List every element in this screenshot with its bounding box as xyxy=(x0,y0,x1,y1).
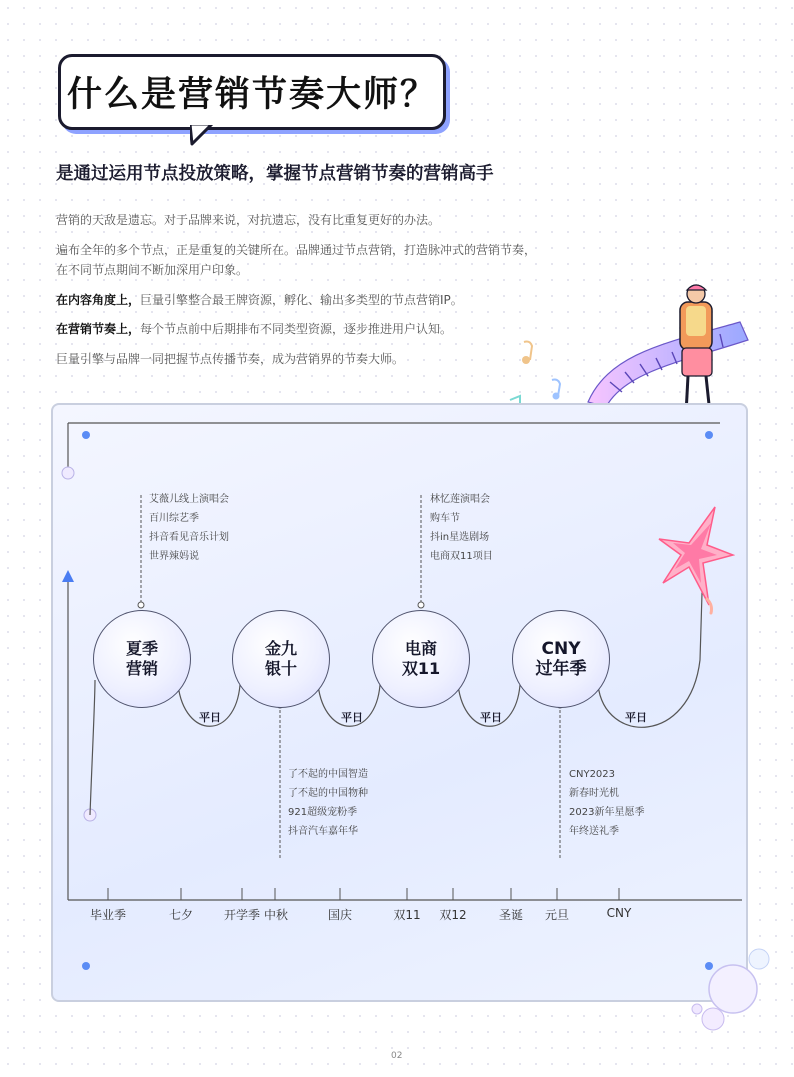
node-summer-marketing xyxy=(93,610,191,708)
starburst-decoration xyxy=(655,505,735,615)
timeline-label: 毕业季 xyxy=(89,908,127,922)
page-number: 02 xyxy=(391,1051,403,1061)
intro-paragraph-5: 巨量引擎与品牌一同把握节点传播节奏，成为营销界的节奏大师。 xyxy=(56,352,405,366)
event-item: 艾薇儿线上演唱会 xyxy=(149,494,229,505)
event-item: 921超级宠粉季 xyxy=(288,807,358,818)
node-ecommerce-double11 xyxy=(372,610,470,708)
event-item: 抖音看见音乐计划 xyxy=(149,532,229,543)
timeline-label: 双12 xyxy=(439,908,467,922)
event-list-cny xyxy=(569,765,644,841)
intro-paragraph-1: 营销的天敌是遗忘。对于品牌来说，对抗遗忘，没有比重复更好的办法。 xyxy=(56,213,441,227)
timeline-label: 开学季 xyxy=(223,908,261,922)
intro-paragraph-2-line-2: 在不同节点期间不断加深用户印象。 xyxy=(56,263,249,277)
event-list-ecommerce xyxy=(430,490,493,566)
event-item: 电商双11项目 xyxy=(430,551,493,562)
node-label: CNY 过年季 xyxy=(535,639,587,679)
flat-period-label: 平日 xyxy=(625,711,647,724)
timeline-label: 双11 xyxy=(393,908,421,922)
event-list-summer xyxy=(149,490,229,566)
event-item: 新春时光机 xyxy=(569,788,619,799)
timeline-label: 元旦 xyxy=(544,908,570,922)
node-label: 电商 双11 xyxy=(401,639,441,678)
event-item: 林忆莲演唱会 xyxy=(430,494,490,505)
node-golden-sept-oct xyxy=(232,610,330,708)
event-list-golden xyxy=(288,765,368,841)
timeline-label: 圣诞 xyxy=(498,908,524,922)
content-angle-label: 在内容角度上， xyxy=(56,293,141,307)
node-label: 夏季 营销 xyxy=(125,639,158,678)
flat-period-label: 平日 xyxy=(199,711,221,724)
flat-period-label: 平日 xyxy=(341,711,363,724)
event-item: 抖音汽车嘉年华 xyxy=(288,826,358,837)
intro-paragraph-2-line-1: 遍布全年的多个节点，正是重复的关键所在。品牌通过节点营销，打造脉冲式的营销节奏， xyxy=(56,243,537,257)
event-item: 2023新年星愿季 xyxy=(569,807,645,818)
event-item: 抖in星选剧场 xyxy=(430,532,490,543)
node-label: 金九 银十 xyxy=(264,639,297,678)
timeline-label: 中秋 xyxy=(263,908,289,922)
page-title: 什么是营销节奏大师？ xyxy=(66,75,437,115)
event-item: 购车节 xyxy=(430,513,460,524)
rhythm-label: 在营销节奏上， xyxy=(56,322,141,336)
node-cny-season xyxy=(512,610,610,708)
subtitle: 是通过运用节点投放策略，掌握节点营销节奏的营销高手 xyxy=(56,164,494,184)
event-item: 年终送礼季 xyxy=(569,826,619,837)
event-item: 了不起的中国智造 xyxy=(288,769,368,780)
timeline-label: CNY xyxy=(606,906,632,920)
rhythm-text: 每个节点前中后期排布不同类型资源，逐步推进用户认知。 xyxy=(140,322,453,336)
content-angle-text: 巨量引擎整合最王牌资源，孵化、输出多类型的节点营销IP。 xyxy=(140,293,463,307)
timeline-label: 国庆 xyxy=(327,908,353,922)
event-item: 了不起的中国物种 xyxy=(288,788,368,799)
timeline-label: 七夕 xyxy=(168,908,194,922)
flat-period-label: 平日 xyxy=(480,711,502,724)
event-item: 百川综艺季 xyxy=(149,513,199,524)
event-item: 世界辣妈说 xyxy=(149,551,199,562)
up-arrow-icon xyxy=(62,570,74,582)
event-item: CNY2023 xyxy=(569,769,616,780)
bubbles-decoration xyxy=(685,945,780,1035)
